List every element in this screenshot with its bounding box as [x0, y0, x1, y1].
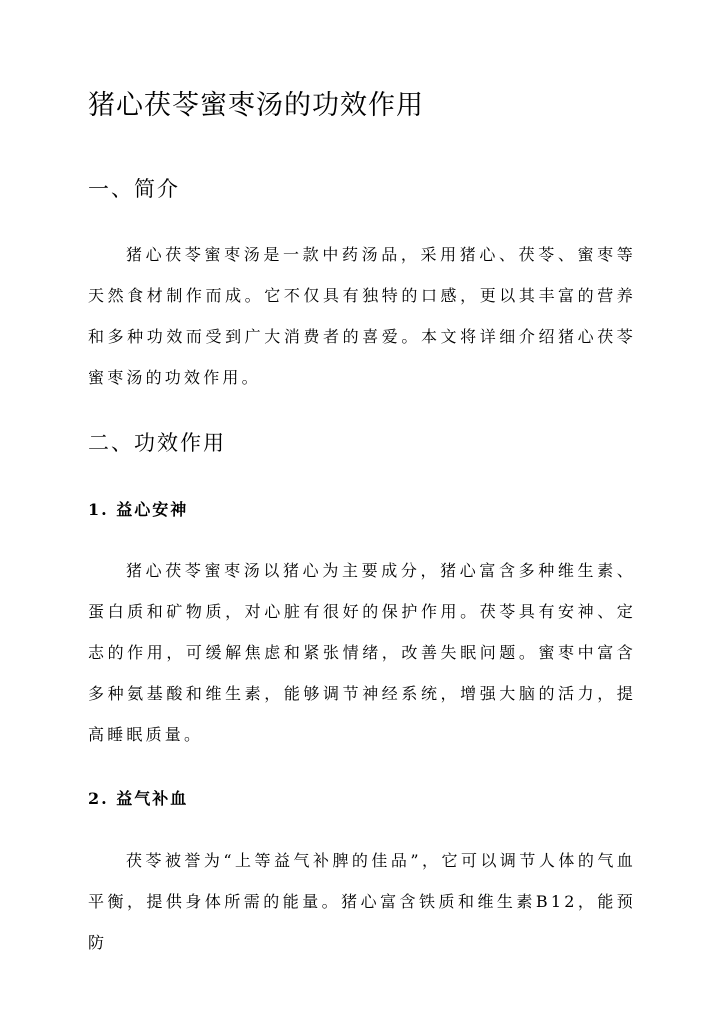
qi-blood-paragraph: 茯苓被誉为“上等益气补脾的佳品”，它可以调节人体的气血平衡，提供身体所需的能量。猪心富含铁质和维生素B12，能预防 — [88, 851, 636, 952]
subsection-heading-qi-blood: 2. 益气补血 — [88, 789, 189, 808]
section-heading-effects: 二、功效作用 — [88, 431, 226, 455]
intro-paragraph: 猪心茯苓蜜枣汤是一款中药汤品，采用猪心、茯苓、蜜枣等天然食材制作而成。它不仅具有独特的口感，更以其丰富的营养和多种功效而受到广大消费者的喜爱。本文将详细介绍猪心茯苓蜜枣汤的功效作用。 — [88, 245, 636, 387]
section-heading-intro: 一、简介 — [88, 177, 180, 201]
subsection-heading-calm-mind: 1. 益心安神 — [88, 500, 189, 519]
document-title: 猪心茯苓蜜枣汤的功效作用 — [88, 90, 424, 121]
calm-mind-paragraph: 猪心茯苓蜜枣汤以猪心为主要成分，猪心富含多种维生素、蛋白质和矿物质，对心脏有很好的保护作用。茯苓具有安神、定志的作用，可缓解焦虑和紧张情绪，改善失眠问题。蜜枣中富含多种氨基酸和维生素，能够调节神经系统，增强大脑的活力，提高睡眠质量。 — [88, 561, 636, 744]
